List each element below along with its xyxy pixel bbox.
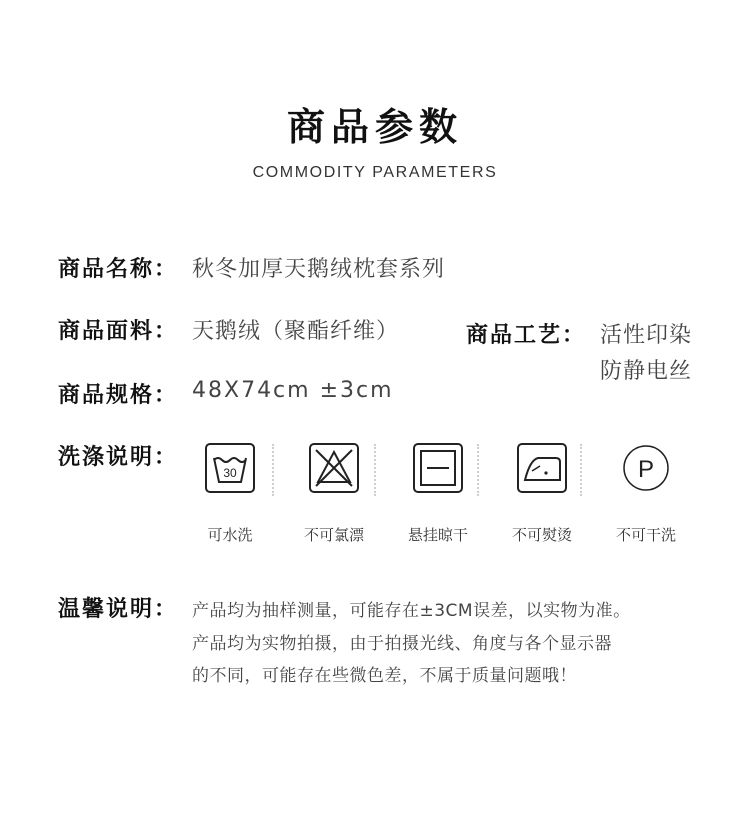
wash-temp-text: 30 <box>223 466 237 480</box>
icon-divider <box>374 444 376 496</box>
notice-line: 产品均为实物拍摄，由于拍摄光线、角度与各个显示器 <box>192 634 612 654</box>
page-subtitle: COMMODITY PARAMETERS <box>252 164 498 181</box>
wash-item <box>178 440 282 550</box>
hang-dry-icon <box>412 442 464 494</box>
wash-caption: 不可熨烫 <box>511 526 572 544</box>
wash-item <box>282 440 386 550</box>
icon-divider <box>272 444 274 496</box>
no-bleach-icon <box>308 442 360 494</box>
notice-line: 的不同，可能存在些微色差，不属于质量问题哦！ <box>192 666 577 686</box>
page-title: 商品参数 <box>286 105 463 149</box>
washing-icons <box>178 440 718 550</box>
param-size-value: 48X74cm ±3cm <box>192 378 394 403</box>
param-fabric-value: 天鹅绒（聚酯纤维） <box>192 319 400 344</box>
no-dry-clean-icon <box>620 442 672 494</box>
param-fabric-label: 商品面料： <box>58 319 179 344</box>
notice-label: 温馨说明： <box>58 597 179 622</box>
washable-30-icon <box>204 442 256 494</box>
icon-divider <box>580 444 582 496</box>
wash-caption: 悬挂晾干 <box>407 526 468 544</box>
icon-divider <box>477 444 479 496</box>
wash-item <box>594 440 698 550</box>
param-craft-value-line2: 防静电丝 <box>600 359 693 384</box>
wash-item <box>386 440 490 550</box>
notice-line: 产品均为抽样测量，可能存在±3CM误差，以实物为准。 <box>192 601 631 621</box>
param-size-label: 商品规格： <box>58 383 179 408</box>
wash-caption: 不可干洗 <box>615 526 676 544</box>
param-name-value: 秋冬加厚天鹅绒枕套系列 <box>192 257 446 282</box>
param-craft-label: 商品工艺： <box>466 323 587 348</box>
param-name-label: 商品名称： <box>58 257 179 282</box>
param-craft-value-line1: 活性印染 <box>600 323 693 348</box>
wash-item <box>490 440 594 550</box>
no-iron-icon <box>516 442 568 494</box>
washing-label: 洗涤说明： <box>58 445 179 470</box>
wash-caption: 可水洗 <box>207 526 253 544</box>
wash-caption: 不可氯漂 <box>303 526 364 544</box>
dry-clean-letter: P <box>637 456 655 483</box>
